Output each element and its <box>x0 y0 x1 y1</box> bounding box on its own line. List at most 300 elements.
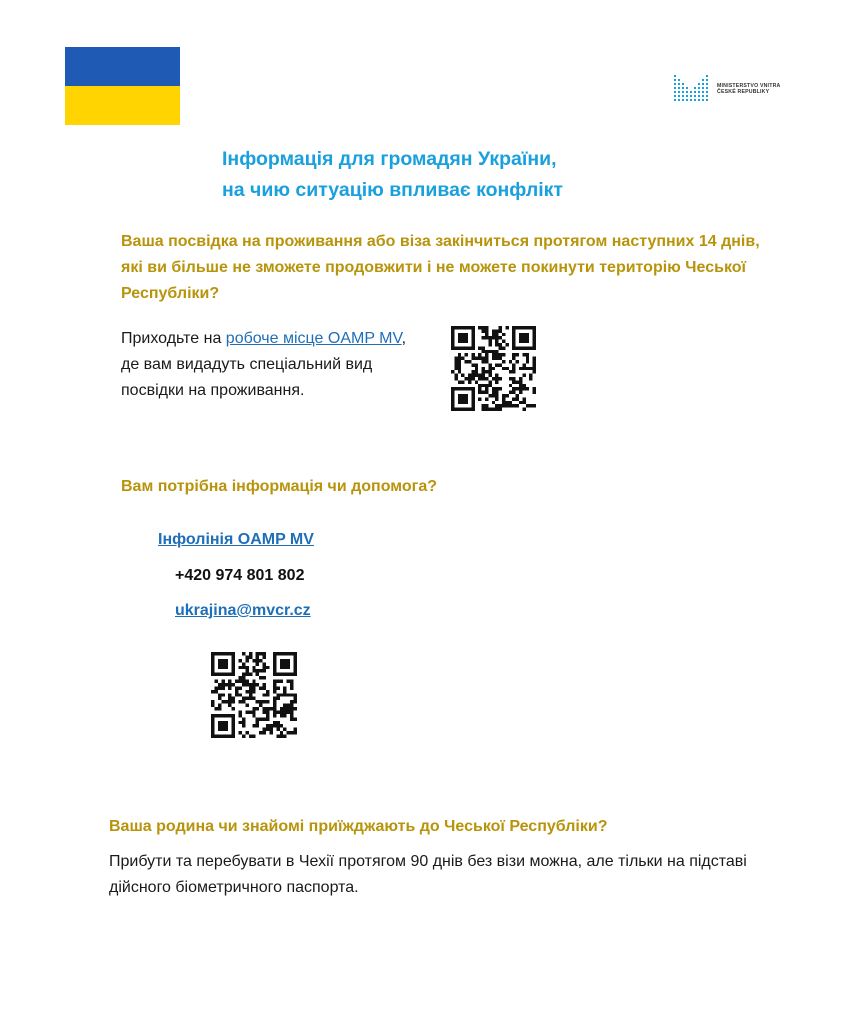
qr-module <box>502 401 505 404</box>
qr-module <box>287 693 290 696</box>
qr-module <box>512 387 515 390</box>
qr-module <box>512 340 515 343</box>
qr-module <box>232 669 235 672</box>
qr-module <box>245 683 248 686</box>
qr-module <box>495 333 498 336</box>
qr-module <box>245 666 248 669</box>
qr-module <box>225 721 228 724</box>
qr-module <box>499 363 502 366</box>
qr-module <box>529 346 532 349</box>
qr-code-infoline[interactable] <box>211 652 297 738</box>
qr-module <box>225 724 228 727</box>
qr-module <box>235 693 238 696</box>
qr-module <box>228 683 231 686</box>
qr-module <box>242 683 245 686</box>
qr-module <box>283 728 286 731</box>
qr-module <box>502 394 505 397</box>
flag-blue-stripe <box>65 47 180 86</box>
qr-module <box>218 721 221 724</box>
qr-module <box>290 673 293 676</box>
qr-module <box>235 690 238 693</box>
qr-module <box>529 374 532 377</box>
qr-module <box>211 662 214 665</box>
qr-module <box>232 666 235 669</box>
qr-module <box>485 353 488 356</box>
qr-module <box>516 353 519 356</box>
qr-module <box>482 404 485 407</box>
qr-module <box>495 394 498 397</box>
qr-module <box>495 408 498 411</box>
qr-module <box>522 340 525 343</box>
qr-module <box>495 357 498 360</box>
qr-module <box>266 710 269 713</box>
qr-module <box>242 652 245 655</box>
qr-module <box>280 731 283 734</box>
qr-module <box>283 673 286 676</box>
qr-module <box>256 669 259 672</box>
qr-module <box>512 404 515 407</box>
qr-module <box>488 350 491 353</box>
qr-module <box>273 710 276 713</box>
qr-module <box>266 728 269 731</box>
qr-module <box>245 690 248 693</box>
qr-module <box>249 697 252 700</box>
qr-module <box>235 680 238 683</box>
qr-module <box>492 350 495 353</box>
qr-module <box>499 326 502 329</box>
qr-module <box>218 728 221 731</box>
qr-module <box>256 652 259 655</box>
qr-module <box>218 673 221 676</box>
qr-module <box>482 377 485 380</box>
qr-module <box>458 360 461 363</box>
qr-module <box>214 714 217 717</box>
qr-module <box>451 370 454 373</box>
qr-module <box>519 387 522 390</box>
qr-module <box>263 717 266 720</box>
qr-module <box>451 408 454 411</box>
qr-module <box>221 724 224 727</box>
qr-module <box>259 704 262 707</box>
qr-module <box>287 704 290 707</box>
qr-module <box>478 387 481 390</box>
qr-module <box>482 367 485 370</box>
qr-module <box>273 655 276 658</box>
qr-module <box>492 387 495 390</box>
qr-module <box>461 333 464 336</box>
qr-module <box>287 680 290 683</box>
qr-module <box>512 397 515 400</box>
qr-module <box>512 329 515 332</box>
qr-module <box>221 714 224 717</box>
qr-module <box>458 340 461 343</box>
qr-module <box>273 686 276 689</box>
qr-module <box>519 384 522 387</box>
qr-module <box>294 731 297 734</box>
qr-module <box>499 404 502 407</box>
qr-module <box>245 655 248 658</box>
email-link[interactable]: ukrajina@mvcr.cz <box>175 602 311 619</box>
qr-module <box>225 659 228 662</box>
qr-module <box>468 374 471 377</box>
qr-module <box>468 387 471 390</box>
qr-module <box>488 384 491 387</box>
qr-module <box>451 336 454 339</box>
qr-module <box>211 655 214 658</box>
qr-module <box>478 384 481 387</box>
qr-module <box>533 391 536 394</box>
qr-module <box>509 384 512 387</box>
qr-module <box>259 652 262 655</box>
qr-module <box>263 666 266 669</box>
qr-module <box>488 394 491 397</box>
qr-module <box>522 346 525 349</box>
qr-module <box>221 700 224 703</box>
qr-module <box>454 360 457 363</box>
qr-module <box>471 357 474 360</box>
page-title <box>222 144 782 206</box>
qr-module <box>492 333 495 336</box>
qr-module <box>245 659 248 662</box>
qr-module <box>228 686 231 689</box>
qr-module <box>214 735 217 738</box>
qr-module <box>280 673 283 676</box>
qr-module <box>471 326 474 329</box>
qr-module <box>482 391 485 394</box>
qr-module <box>259 659 262 662</box>
qr-module <box>269 724 272 727</box>
qr-module <box>276 710 279 713</box>
qr-module <box>252 697 255 700</box>
qr-module <box>512 336 515 339</box>
qr-module <box>502 333 505 336</box>
qr-module <box>485 357 488 360</box>
qr-module <box>454 326 457 329</box>
qr-module <box>228 652 231 655</box>
qr-module <box>465 394 468 397</box>
qr-module <box>451 346 454 349</box>
qr-module <box>475 374 478 377</box>
qr-module <box>526 340 529 343</box>
qr-module <box>522 397 525 400</box>
qr-module <box>492 401 495 404</box>
qr-module <box>214 686 217 689</box>
qr-module <box>245 704 248 707</box>
qr-module <box>526 360 529 363</box>
qr-module <box>218 693 221 696</box>
qr-module <box>526 367 529 370</box>
qr-module <box>228 700 231 703</box>
qr-module <box>482 336 485 339</box>
qr-module <box>256 659 259 662</box>
qr-module <box>276 693 279 696</box>
qr-module <box>475 357 478 360</box>
qr-module <box>522 363 525 366</box>
qr-module <box>218 697 221 700</box>
qr-module <box>492 377 495 380</box>
qr-module <box>526 326 529 329</box>
qr-module <box>211 704 214 707</box>
qr-module <box>482 329 485 332</box>
qr-module <box>478 346 481 349</box>
qr-module <box>482 374 485 377</box>
qr-module <box>211 659 214 662</box>
qr-module <box>276 735 279 738</box>
qr-module <box>245 669 248 672</box>
qr-module <box>225 673 228 676</box>
qr-module <box>280 707 283 710</box>
qr-module <box>509 360 512 363</box>
qr-module <box>516 404 519 407</box>
qr-module <box>465 397 468 400</box>
qr-module <box>211 666 214 669</box>
qr-module <box>475 380 478 383</box>
section3-paragraph: Прибути та перебувати в Чехії протягом 90 днів без візи можна, але тільки на підставі дійсного біометричного паспорта. <box>109 853 747 896</box>
qr-module <box>290 704 293 707</box>
qr-module <box>294 697 297 700</box>
qr-module <box>242 721 245 724</box>
qr-module <box>522 336 525 339</box>
qr-module <box>451 391 454 394</box>
qr-module <box>276 686 279 689</box>
qr-module <box>471 329 474 332</box>
qr-module <box>468 380 471 383</box>
qr-module <box>533 329 536 332</box>
qr-module <box>232 717 235 720</box>
qr-module <box>468 360 471 363</box>
qr-module <box>225 652 228 655</box>
qr-module <box>478 391 481 394</box>
qr-code-workplace[interactable] <box>451 326 536 411</box>
qr-module <box>512 370 515 373</box>
qr-module <box>276 652 279 655</box>
section3-question: Ваша родина чи знайомі приїжджають до Чеської Республіки? <box>109 818 608 835</box>
qr-module <box>533 363 536 366</box>
qr-module <box>533 336 536 339</box>
qr-module <box>533 340 536 343</box>
qr-module <box>242 717 245 720</box>
qr-module <box>263 700 266 703</box>
qr-module <box>228 714 231 717</box>
qr-module <box>529 367 532 370</box>
qr-module <box>221 673 224 676</box>
qr-module <box>482 370 485 373</box>
qr-module <box>505 401 508 404</box>
qr-module <box>221 659 224 662</box>
qr-module <box>252 680 255 683</box>
qr-module <box>485 333 488 336</box>
qr-module <box>287 731 290 734</box>
qr-module <box>516 387 519 390</box>
qr-module <box>482 346 485 349</box>
qr-module <box>451 404 454 407</box>
qr-module <box>465 408 468 411</box>
qr-module <box>471 408 474 411</box>
qr-module <box>221 721 224 724</box>
qr-module <box>516 360 519 363</box>
oamp-workplace-link[interactable]: робоче місце OAMP MV <box>225 330 402 347</box>
qr-module <box>242 666 245 669</box>
qr-module <box>522 401 525 404</box>
qr-module <box>512 367 515 370</box>
qr-module <box>492 336 495 339</box>
qr-module <box>482 408 485 411</box>
qr-module <box>294 673 297 676</box>
qr-module <box>232 731 235 734</box>
qr-module <box>221 652 224 655</box>
qr-module <box>256 662 259 665</box>
qr-module <box>458 357 461 360</box>
qr-module <box>283 652 286 655</box>
qr-module <box>471 346 474 349</box>
qr-module <box>468 326 471 329</box>
qr-module <box>266 693 269 696</box>
qr-module <box>458 367 461 370</box>
ministry-logo <box>673 73 783 105</box>
qr-module <box>245 731 248 734</box>
qr-module <box>225 662 228 665</box>
qr-module <box>533 357 536 360</box>
qr-module <box>256 721 259 724</box>
qr-module <box>499 387 502 390</box>
qr-module <box>259 676 262 679</box>
qr-module <box>242 680 245 683</box>
qr-module <box>239 680 242 683</box>
qr-module <box>512 343 515 346</box>
qr-module <box>287 710 290 713</box>
qr-module <box>276 680 279 683</box>
qr-module <box>283 704 286 707</box>
qr-module <box>280 680 283 683</box>
qr-module <box>512 363 515 366</box>
qr-module <box>239 659 242 662</box>
ministry-logo-text <box>717 83 780 95</box>
qr-module <box>218 659 221 662</box>
qr-module <box>249 693 252 696</box>
qr-module <box>245 697 248 700</box>
qr-module <box>495 391 498 394</box>
qr-module <box>252 666 255 669</box>
qr-module <box>509 391 512 394</box>
qr-module <box>465 353 468 356</box>
qr-module <box>273 704 276 707</box>
qr-module <box>290 714 293 717</box>
qr-module <box>465 377 468 380</box>
qr-module <box>273 666 276 669</box>
qr-module <box>239 676 242 679</box>
qr-module <box>465 326 468 329</box>
qr-module <box>451 397 454 400</box>
qr-module <box>499 357 502 360</box>
qr-module <box>488 343 491 346</box>
qr-module <box>454 374 457 377</box>
logo-line-2: ČESKÉ REPUBLIKY <box>717 89 770 95</box>
qr-module <box>512 357 515 360</box>
qr-module <box>294 717 297 720</box>
qr-module <box>280 724 283 727</box>
qr-module <box>249 652 252 655</box>
qr-module <box>252 735 255 738</box>
qr-module <box>522 333 525 336</box>
qr-module <box>454 357 457 360</box>
qr-module <box>505 394 508 397</box>
qr-module <box>287 707 290 710</box>
qr-module <box>290 717 293 720</box>
qr-module <box>232 652 235 655</box>
qr-module <box>252 710 255 713</box>
qr-module <box>294 700 297 703</box>
qr-module <box>239 731 242 734</box>
qr-module <box>214 673 217 676</box>
qr-module <box>211 652 214 655</box>
qr-module <box>522 353 525 356</box>
qr-module <box>465 360 468 363</box>
qr-module <box>273 652 276 655</box>
qr-module <box>283 666 286 669</box>
qr-module <box>211 669 214 672</box>
qr-module <box>471 404 474 407</box>
qr-module <box>526 346 529 349</box>
title-line-1: Інформація для громадян України, <box>222 148 557 170</box>
qr-module <box>495 340 498 343</box>
qr-module <box>471 340 474 343</box>
qr-module <box>221 680 224 683</box>
qr-module <box>533 346 536 349</box>
qr-module <box>290 731 293 734</box>
qr-module <box>273 680 276 683</box>
qr-module <box>485 360 488 363</box>
qr-module <box>232 659 235 662</box>
qr-module <box>273 721 276 724</box>
qr-module <box>499 336 502 339</box>
qr-module <box>492 394 495 397</box>
qr-module <box>239 721 242 724</box>
qr-module <box>256 724 259 727</box>
section1-text-before: Приходьте на <box>121 330 226 347</box>
qr-module <box>259 686 262 689</box>
qr-module <box>519 391 522 394</box>
qr-module <box>471 394 474 397</box>
qr-module <box>249 735 252 738</box>
qr-module <box>468 346 471 349</box>
qr-module <box>485 326 488 329</box>
qr-module <box>502 346 505 349</box>
qr-module <box>519 367 522 370</box>
flag-yellow-stripe <box>65 86 180 125</box>
qr-module <box>509 401 512 404</box>
qr-module <box>218 704 221 707</box>
qr-module <box>502 353 505 356</box>
qr-module <box>266 714 269 717</box>
qr-module <box>273 690 276 693</box>
qr-module <box>263 728 266 731</box>
qr-module <box>252 669 255 672</box>
qr-module <box>245 673 248 676</box>
qr-module <box>471 377 474 380</box>
qr-module <box>218 666 221 669</box>
qr-module <box>461 336 464 339</box>
qr-module <box>461 408 464 411</box>
qr-module <box>245 710 248 713</box>
infoline-link[interactable]: Інфолінія OAMP MV <box>158 531 314 548</box>
qr-module <box>461 346 464 349</box>
qr-module <box>218 714 221 717</box>
qr-module <box>485 404 488 407</box>
qr-module <box>495 343 498 346</box>
qr-module <box>273 707 276 710</box>
qr-module <box>287 652 290 655</box>
qr-module <box>294 728 297 731</box>
